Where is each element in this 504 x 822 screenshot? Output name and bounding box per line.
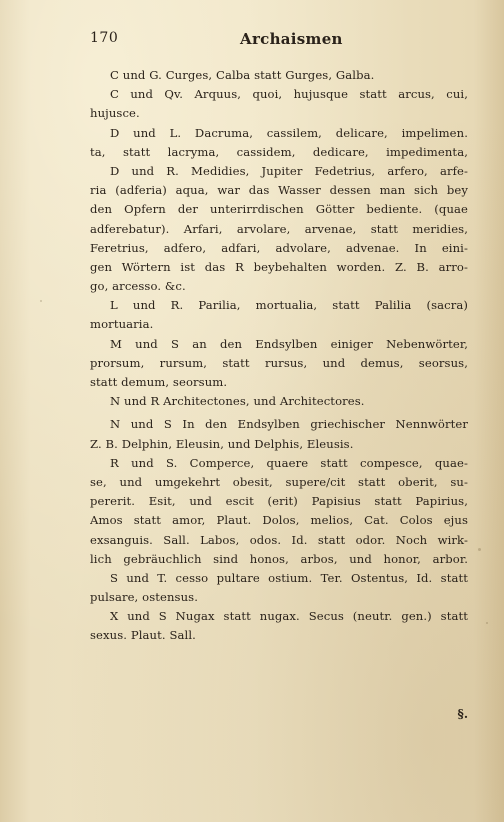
text-line: ta, statt lacryma, cassidem, dedicare, impedimenta, [90, 144, 468, 159]
text-line: adferebatur). Arfari, arvolare, arvenae, statt meridies, [90, 221, 468, 236]
text-line: mortuaria. [90, 317, 154, 332]
text-line: Amos statt amor, Plaut. Dolos, melios, Cat. Colos ejus [90, 513, 468, 528]
text-line: Z. B. Delphin, Eleusin, und Delphis, Eleusis. [90, 436, 354, 451]
text-line: Feretrius, adfero, adfari, advolare, advenae. In eini- [90, 240, 468, 255]
text-line: D und R. Medidies, Jupiter Fedetrius, arfero, arfe- [110, 163, 468, 178]
text-line: pererit. Esit, und escit (erit) Papisius statt Papirius, [90, 494, 468, 509]
catchword: §. [457, 707, 468, 721]
text-line: se, und umgekehrt obesit, supere/cit statt oberit, su- [90, 474, 468, 489]
text-line: S und T. cesso pultare ostium. Ter. Ostentus, Id. statt [110, 570, 468, 585]
text-line: ria (adferia) aqua, war das Wasser dessen man sich bey [90, 183, 468, 198]
text-line: pulsare, ostensus. [90, 590, 199, 605]
text-line: den Opfern der unterirrdischen Götter bediente. (quae [90, 202, 468, 217]
text-line: C und Qv. Arquus, quoi, hujusque statt arcus, cui, [110, 87, 468, 102]
page-number: 170 [90, 30, 119, 46]
text-line: statt demum, seorsum. [90, 375, 228, 389]
paper-speck [40, 300, 42, 302]
text-line: sexus. Plaut. Sall. [90, 628, 196, 643]
paper-speck [478, 548, 481, 551]
paper-speck [486, 622, 488, 624]
running-head: Archaismen [240, 30, 343, 48]
text-line: gen Wörtern ist das R beybehalten worden. Z. B. arro- [90, 259, 468, 274]
text-line: C und G. Curges, Calba statt Gurges, Galba. [110, 68, 375, 82]
text-line: R und S. Comperce, quaere statt compesce, quae- [110, 455, 468, 470]
text-line: exsanguis. Sall. Labos, odos. Id. statt odor. Noch wirk- [90, 532, 468, 547]
text-line: N und S In den Endsylben griechischer Nennwörter [110, 417, 468, 432]
page-header [90, 30, 464, 50]
body-text [90, 66, 468, 646]
text-line: hujusce. [90, 106, 140, 121]
text-line: lich gebräuchlich sind honos, arbos, und honor, arbor. [90, 551, 468, 566]
text-line: N und R Architectones, und Architectores. [110, 394, 365, 409]
text-line: prorsum, rursum, statt rursus, und demus, seorsus, [90, 355, 468, 370]
text-line: D und L. Dacruma, cassilem, delicare, impelimen. [110, 125, 468, 140]
text-line: M und S an den Endsylben einiger Nebenwörter, [110, 336, 468, 351]
text-line: L und R. Parilia, mortualia, statt Palilia (sacra) [110, 298, 468, 313]
text-line: go, arcesso. &c. [90, 279, 186, 294]
text-line: X und S Nugax statt nugax. Secus (neutr. gen.) statt [110, 609, 468, 624]
